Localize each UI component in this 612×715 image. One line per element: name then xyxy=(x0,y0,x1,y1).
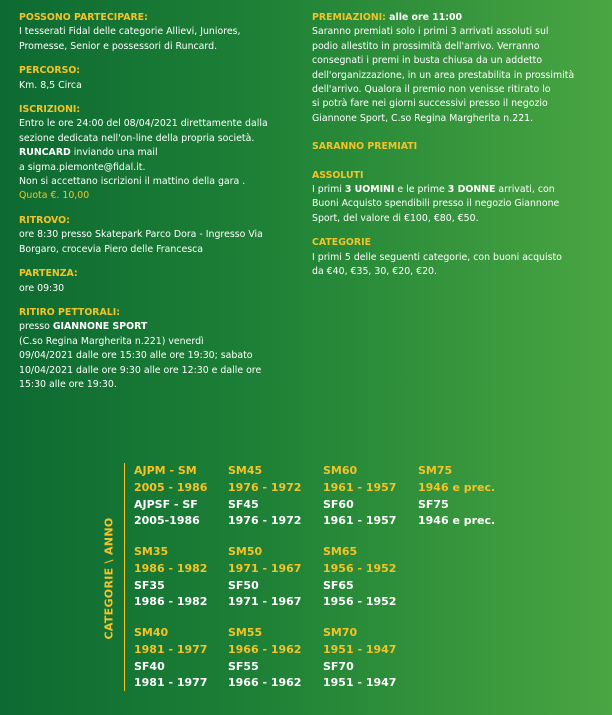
assoluti-t3: arrivati, con Buoni Acquisto spendibili presso il negozio Giannone Sport, del valore di €100, €80, €50. xyxy=(312,184,560,224)
possono-text: I tesserati Fidal delle categorie Allievi, Juniores, Promesse, Senior e possessori di Runcard. xyxy=(19,26,241,52)
categories-divider xyxy=(124,463,125,691)
ritiro-text: (C.so Regina Margherita n.221) venerdì 09/04/2021 dalle ore 15:30 alle ore 19:30; sabato 10/04/2021 dalle ore 9:30 alle ore 12:30 e dalle ore 15:30 alle ore 19:30. xyxy=(19,335,262,390)
saranno-heading: SARANNO PREMIATI xyxy=(312,141,418,153)
iscrizioni-heading: ISCRIZIONI: xyxy=(19,104,81,116)
category-female-name: SF40 xyxy=(134,659,165,673)
category-male-years: 1966 - 1962 xyxy=(228,642,302,656)
section-partenza xyxy=(19,267,304,296)
percorso-text: Km. 8,5 Circa xyxy=(19,79,82,91)
category-female-name: SF70 xyxy=(323,659,354,673)
ritrovo-heading: RITROVO: xyxy=(19,214,70,226)
uomini-label: 3 UOMINI xyxy=(344,184,395,196)
category-male-years: 1986 - 1982 xyxy=(134,561,208,575)
section-premiazioni xyxy=(312,11,607,126)
category-cell xyxy=(134,463,207,530)
category-female-years: 1946 e prec. xyxy=(418,514,496,528)
category-female-name: SF65 xyxy=(323,578,354,592)
category-male-name: AJPM - SM xyxy=(134,464,197,477)
ritiro-heading: RITIRO PETTORALI: xyxy=(19,306,120,318)
category-male-name: SM40 xyxy=(134,626,169,639)
premiazioni-text: Saranno premiati solo i primi 3 arrivati assoluti sul podio allestito in prossimità dell'arrivo. Verranno consegnati i premi in busta chiusa da un addetto dell'organizzazione, in un area prestabilita in prossimità dell'arrivo. Qualora il premio non venisse ritirato lo si potrà fare nei giorni successivi presso il negozio Giannone Sport, C.so Regina Margherita n.221. xyxy=(312,26,575,124)
category-female-years: 1971 - 1967 xyxy=(228,595,302,609)
categories-vertical-label xyxy=(98,463,120,693)
category-male-name: SM75 xyxy=(418,464,453,477)
category-female-name: SF75 xyxy=(418,497,449,511)
iscrizioni-mail-text: inviando una mail xyxy=(70,147,158,159)
left-column xyxy=(19,11,304,402)
section-possono xyxy=(19,11,304,54)
category-cell xyxy=(418,463,495,530)
partenza-text: ore 09:30 xyxy=(19,282,65,294)
possono-heading: POSSONO PARTECIPARE: xyxy=(19,12,148,23)
section-percorso xyxy=(19,64,304,93)
category-cell xyxy=(134,625,207,692)
category-female-name: SF60 xyxy=(323,497,354,511)
right-column xyxy=(312,11,607,290)
category-male-name: SM45 xyxy=(228,464,263,477)
ritiro-text-prefix: presso xyxy=(19,321,53,333)
category-male-name: SM55 xyxy=(228,626,263,639)
premiazioni-heading: PREMIAZIONI: xyxy=(312,12,386,23)
category-male-name: SM60 xyxy=(323,464,358,477)
category-cell xyxy=(323,544,396,611)
category-cell xyxy=(228,544,301,611)
categories-grid xyxy=(98,463,518,693)
category-female-years: 1961 - 1957 xyxy=(323,514,397,528)
category-female-years: 1966 - 1962 xyxy=(228,676,302,690)
category-male-years: 1956 - 1952 xyxy=(323,561,397,575)
category-female-years: 1986 - 1982 xyxy=(134,595,208,609)
category-female-years: 1981 - 1977 xyxy=(134,676,208,690)
category-cell xyxy=(134,544,207,611)
category-cell xyxy=(323,625,396,692)
section-iscrizioni xyxy=(19,103,304,204)
categories-label-text: CATEGORIE \ ANNO xyxy=(102,517,116,639)
assoluti-heading: ASSOLUTI xyxy=(312,169,364,181)
category-cell xyxy=(228,625,301,692)
category-male-years: 1946 e prec. xyxy=(418,480,496,494)
section-ritiro xyxy=(19,306,304,392)
category-male-years: 1981 - 1977 xyxy=(134,642,208,656)
category-male-name: SM35 xyxy=(134,545,169,558)
category-female-name: SF55 xyxy=(228,659,259,673)
category-male-name: SM70 xyxy=(323,626,358,639)
category-female-name: SF35 xyxy=(134,578,165,592)
iscrizioni-text: Entro le ore 24:00 del 08/04/2021 direttamente dalla sezione dedicata nell'on-line della propria società. xyxy=(19,118,268,144)
runcard-label: RUNCARD xyxy=(19,147,71,159)
category-female-years: 2005-1986 xyxy=(134,514,200,528)
section-assoluti xyxy=(312,169,607,227)
assoluti-t2: e le prime xyxy=(394,184,448,196)
category-male-years: 1961 - 1957 xyxy=(323,480,397,494)
category-female-name: SF45 xyxy=(228,497,259,511)
category-female-years: 1956 - 1952 xyxy=(323,595,397,609)
category-female-years: 1976 - 1972 xyxy=(228,514,302,528)
donne-label: 3 DONNE xyxy=(447,184,496,196)
category-male-name: SM65 xyxy=(323,545,358,558)
category-male-years: 1951 - 1947 xyxy=(323,642,397,656)
categorie-heading: CATEGORIE xyxy=(312,237,371,249)
category-male-years: 1971 - 1967 xyxy=(228,561,302,575)
ritrovo-text: ore 8:30 presso Skatepark Parco Dora - Ingresso Via Borgaro, crocevia Piero delle Francesca xyxy=(19,229,263,255)
category-male-years: 2005 - 1986 xyxy=(134,480,208,494)
iscrizioni-email-text: a sigma.piemonte@fidal.it. Non si accettano iscrizioni il mattino della gara . xyxy=(19,161,246,188)
section-ritrovo xyxy=(19,214,304,257)
category-male-name: SM50 xyxy=(228,545,263,558)
quota-text: Quota €. 10,00 xyxy=(19,190,90,202)
category-male-years: 1976 - 1972 xyxy=(228,480,302,494)
category-female-years: 1951 - 1947 xyxy=(323,676,397,690)
premiazioni-time: alle ore 11:00 xyxy=(385,12,463,23)
section-categorie xyxy=(312,236,607,279)
category-cell xyxy=(323,463,396,530)
category-cell xyxy=(228,463,301,530)
percorso-heading: PERCORSO: xyxy=(19,65,81,77)
section-saranno xyxy=(312,140,607,154)
category-female-name: SF50 xyxy=(228,578,259,592)
giannone-label: GIANNONE SPORT xyxy=(52,321,148,333)
category-female-name: AJPSF - SF xyxy=(134,497,198,511)
assoluti-t1: I primi xyxy=(312,184,345,196)
partenza-heading: PARTENZA: xyxy=(19,268,78,280)
categorie-text: I primi 5 delle seguenti categorie, con buoni acquisto da €40, €35, 30, €20, €20. xyxy=(312,251,562,278)
